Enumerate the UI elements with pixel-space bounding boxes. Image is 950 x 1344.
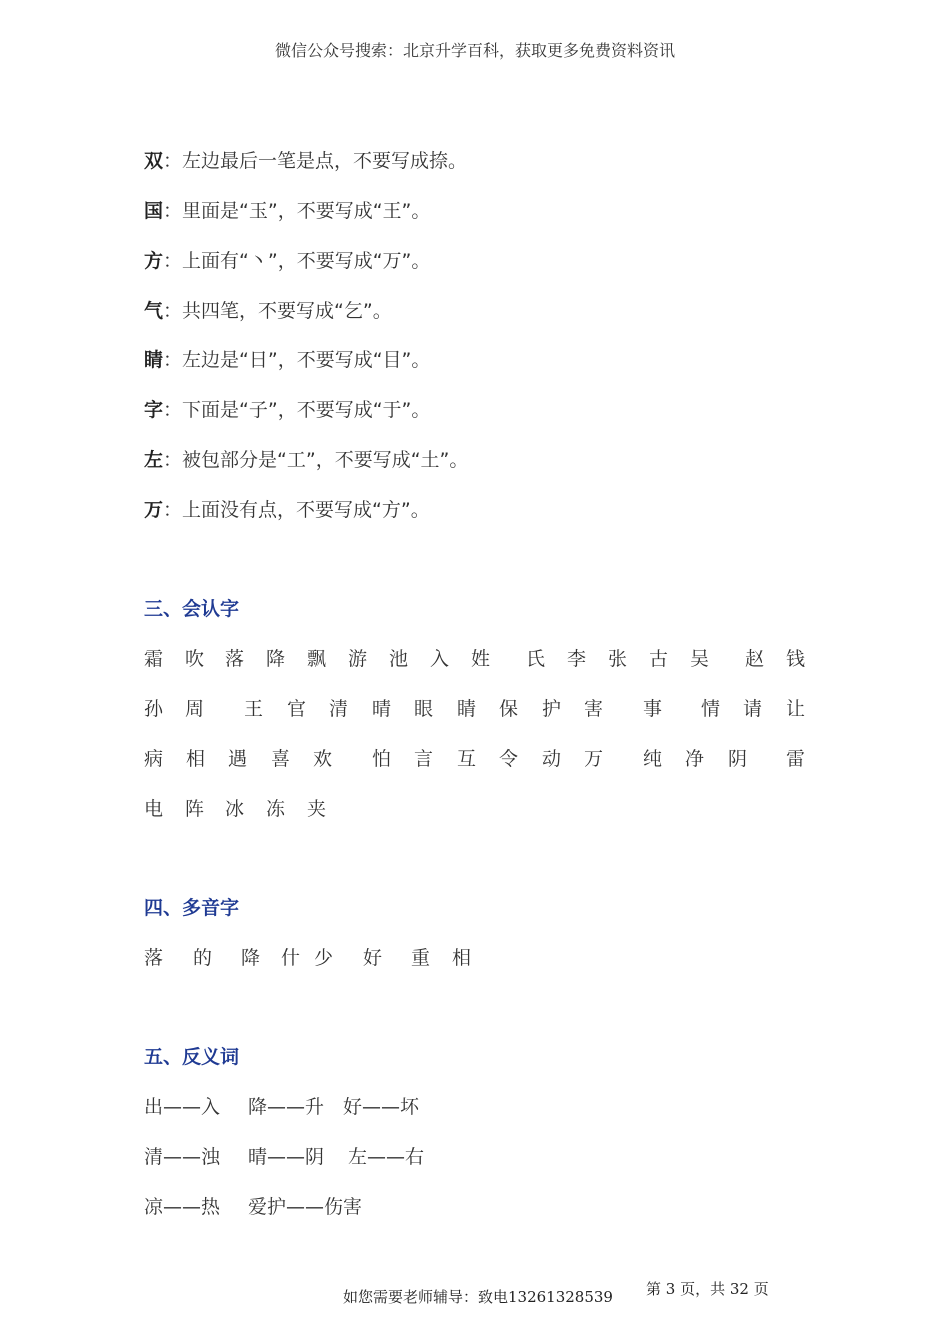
correction-char: 双 [144, 150, 164, 172]
char-item: 张 [608, 648, 628, 670]
char-item: 言 [414, 748, 434, 770]
correction-char: 方 [144, 250, 164, 272]
correction-note: ：里面是“玉”，不要写成“王”。 [163, 200, 431, 222]
char-item: 动 [542, 748, 562, 770]
char-item: 阵 [185, 798, 205, 820]
char-item: 清 [329, 698, 349, 720]
correction-char: 国 [144, 200, 164, 222]
char-item: 相 [186, 748, 206, 770]
char-item: 霜 [144, 648, 164, 670]
page-number: 第 3 页，共 32 页 [646, 1280, 769, 1298]
polyphonic-row [144, 946, 824, 970]
antonym-pair: 清——浊 [144, 1146, 221, 1168]
correction-char: 万 [144, 499, 164, 521]
char-item: 害 [584, 698, 604, 720]
antonym-pair: 左——右 [348, 1146, 425, 1168]
char-item: 李 [567, 648, 587, 670]
correction-item [144, 398, 430, 422]
char-item: 孙 [144, 698, 164, 720]
antonym-row-1 [144, 1095, 824, 1119]
section-heading-antonyms: 五、反义词 [144, 1046, 240, 1068]
correction-item [144, 149, 467, 173]
char-item: 病 [144, 748, 164, 770]
char-item: 落 [144, 947, 164, 969]
char-item: 夹 [307, 798, 327, 820]
char-item: 官 [287, 698, 307, 720]
char-item: 好 [363, 947, 383, 969]
recognize-row-3 [144, 747, 824, 771]
antonym-row-2 [144, 1145, 824, 1169]
char-item: 相 [452, 947, 472, 969]
antonym-pair: 凉——热 [144, 1196, 221, 1218]
recognize-row-4 [144, 797, 824, 821]
char-item: 让 [786, 698, 806, 720]
correction-item [144, 249, 430, 273]
correction-note: ：上面有“丶”，不要写成“万”。 [163, 250, 431, 272]
char-item: 冰 [225, 798, 245, 820]
char-item: 晴 [372, 698, 392, 720]
char-item: 赵 [745, 648, 765, 670]
correction-note: ：共四笔，不要写成“乞”。 [163, 300, 392, 322]
char-item: 飘 [307, 648, 327, 670]
section-heading-polyphonic: 四、多音字 [144, 897, 240, 919]
char-item: 喜 [271, 748, 291, 770]
char-item: 情 [701, 698, 721, 720]
recognize-row-2 [144, 697, 824, 721]
char-item: 池 [389, 648, 409, 670]
correction-item [144, 498, 430, 522]
char-item: 氏 [526, 648, 546, 670]
char-item: 眼 [414, 698, 434, 720]
char-item: 电 [144, 798, 164, 820]
char-item: 保 [499, 698, 519, 720]
char-item: 落 [225, 648, 245, 670]
recognize-row-1 [144, 647, 824, 671]
char-item: 雷 [786, 748, 806, 770]
correction-note: ：上面没有点，不要写成“方”。 [163, 499, 430, 521]
correction-char: 睛 [144, 349, 164, 371]
page-header: 微信公众号搜索：北京升学百科，获取更多免费资料资讯 [274, 41, 675, 60]
antonym-pair: 好——坏 [343, 1096, 420, 1118]
antonym-pair: 晴——阴 [248, 1146, 325, 1168]
char-item: 重 [411, 947, 431, 969]
char-item: 睛 [457, 698, 477, 720]
correction-item [144, 448, 468, 472]
char-item: 请 [743, 698, 763, 720]
char-item: 钱 [786, 648, 806, 670]
char-item: 什 [281, 947, 301, 969]
char-item: 遇 [228, 748, 248, 770]
antonym-pair: 出——入 [144, 1096, 221, 1118]
char-item: 姓 [471, 648, 491, 670]
char-item: 纯 [643, 748, 663, 770]
correction-char: 字 [144, 399, 164, 421]
correction-item [144, 348, 430, 372]
char-item: 令 [499, 748, 519, 770]
char-item: 吹 [185, 648, 205, 670]
correction-char: 左 [144, 449, 164, 471]
char-item: 万 [584, 748, 604, 770]
char-item: 护 [542, 698, 562, 720]
char-item: 欢 [313, 748, 333, 770]
char-item: 阴 [728, 748, 748, 770]
char-item: 古 [649, 648, 669, 670]
correction-note: ：左边最后一笔是点，不要写成捺。 [163, 150, 468, 172]
antonym-pair: 降——升 [248, 1096, 325, 1118]
antonym-row-3 [144, 1195, 824, 1219]
correction-item [144, 199, 430, 223]
char-item: 入 [430, 648, 450, 670]
correction-note: ：左边是“日”，不要写成“目”。 [163, 349, 431, 371]
char-item: 降 [266, 648, 286, 670]
correction-note: ：被包部分是“工”，不要写成“土”。 [163, 449, 469, 471]
correction-item [144, 299, 392, 323]
correction-note: ：下面是“子”，不要写成“于”。 [163, 399, 431, 421]
char-item: 事 [643, 698, 663, 720]
char-item: 净 [685, 748, 705, 770]
char-item: 王 [244, 698, 264, 720]
char-item: 降 [241, 947, 261, 969]
antonym-pair: 爱护——伤害 [248, 1196, 363, 1218]
correction-char: 气 [144, 300, 164, 322]
char-item: 怕 [372, 748, 392, 770]
char-item: 少 [314, 947, 334, 969]
section-heading-recognize: 三、会认字 [144, 598, 240, 620]
char-item: 周 [185, 698, 205, 720]
char-item: 互 [457, 748, 477, 770]
char-item: 吴 [690, 648, 710, 670]
char-item: 的 [193, 947, 213, 969]
footer-contact: 如您需要老师辅导：致电13261328539 [343, 1288, 613, 1306]
char-item: 游 [348, 648, 368, 670]
char-item: 冻 [266, 798, 286, 820]
